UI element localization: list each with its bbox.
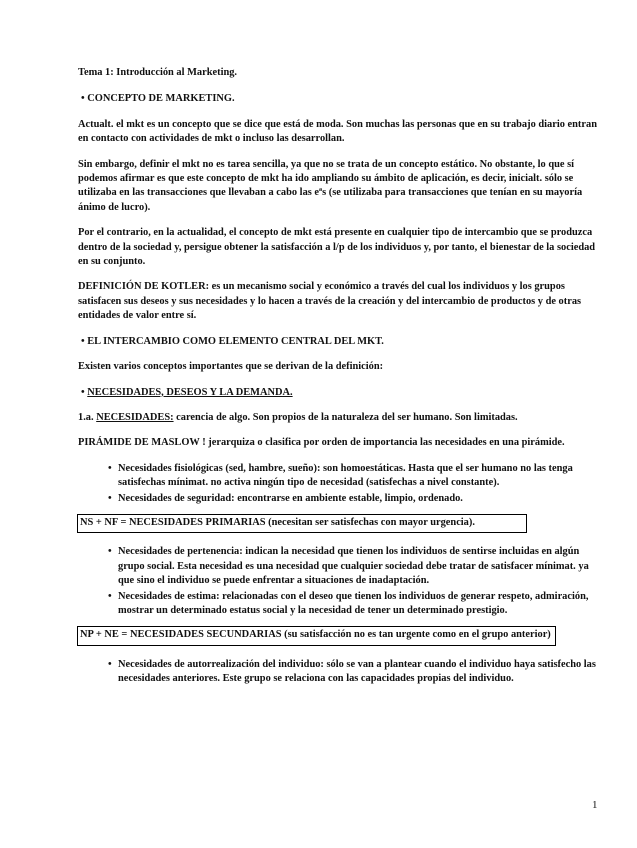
primary-needs-box: NS + NF = NECESIDADES PRIMARIAS (necesitan ser satisfechas con mayor urgencia). — [77, 514, 527, 533]
list-item: • Necesidades de estima: relacionadas con el deseo que tienen los individuos de generar respeto, admiración, mostrar un determinado estatus social y la necesidad de tener un determinado prestigio. — [118, 590, 598, 619]
necesidades-heading-text: NECESIDADES, DESEOS Y LA DEMANDA. — [87, 386, 293, 398]
document-title: Tema 1: Introducción al Marketing. — [78, 67, 238, 78]
needs-list-secondary — [78, 545, 598, 618]
section-heading-intercambio: • EL INTERCAMBIO COMO ELEMENTO CENTRAL DEL MKT. — [81, 335, 384, 347]
secondary-needs-box: NP + NE = NECESIDADES SECUNDARIAS (su satisfacción no es tan urgente como en el grupo anterior) — [77, 626, 556, 645]
needs-list-primary — [78, 462, 598, 506]
necesidades-prefix: 1.a. — [78, 411, 97, 423]
paragraph-actualmente: Actualt. el mkt es un concepto que se dice que está de moda. Son muchas las personas que en su trabajo diario entran en contacto con actividades de mkt o incluso las desarrollan. — [78, 118, 597, 145]
list-item: • Necesidades de seguridad: encontrarse en ambiente estable, limpio, ordenado. — [118, 492, 598, 506]
paragraph-kotler: DEFINICIÓN DE KOTLER: es un mecanismo social y económico a través del cual los individuos y los grupos satisfacen sus deseos y sus necesidades y lo hacen a través de la creación y del intercambio de productos y de otras entidades de valor entre sí. — [78, 281, 582, 322]
paragraph-maslow: PIRÁMIDE DE MASLOW ! jerarquiza o clasifica por orden de importancia las necesidades en una pirámide. — [78, 437, 565, 449]
section-heading-concepto: • CONCEPTO DE MARKETING. — [81, 93, 235, 105]
paragraph-por-el-contrario: Por el contrario, en la actualidad, el concepto de mkt está presente en cualquier tipo de intercambio que se produzca dentro de la sociedad y, persigue obtener la satisfacción a l/p de los individuos y, por tanto, el bienestar de la sociedad en su conjunto. — [78, 227, 596, 268]
list-item: • Necesidades de pertenencia: indican la necesidad que tienen los individuos de sentirse incluidas en algún grupo social. Esta necesidad es una necesidad que cualquier sociedad debe tratar de satisfacer mínimat. ya que sino el individuo se puede enfrentar a situaciones de inadaptación. — [118, 545, 598, 588]
paragraph-conceptos: Existen varios conceptos importantes que se derivan de la definición: — [78, 361, 384, 373]
section-heading-necesidades — [81, 386, 598, 400]
list-item: • Necesidades fisiológicas (sed, hambre, sueño): son homoestáticas. Hasta que el ser humano no las tenga satisfechas mínimat. no activa ningún tipo de necesidad (satisfechas a nivel constante). — [118, 462, 598, 491]
list-item: • Necesidades de autorrealización del individuo: sólo se van a plantear cuando el individuo haya satisfecho las necesidades anteriores. Este grupo se relaciona con las capacidades propias del individuo. — [118, 658, 598, 687]
paragraph-necesidades-def — [78, 411, 598, 425]
page-number: 1 — [592, 799, 598, 811]
needs-list-selfrealization — [78, 658, 598, 687]
necesidades-label: NECESIDADES: — [96, 411, 174, 423]
document-page — [78, 66, 598, 695]
paragraph-sin-embargo: Sin embargo, definir el mkt no es tarea sencilla, ya que no se trata de un concepto estático. No obstante, lo que sí podemos afirmar es que este concepto de mkt ha ido ampliando su ámbito de aplicación, es decir, inicialt. sólo se utilizaba en las transacciones que llevaban a cabo las eªs (se utilizaba para transacciones que tenían en su mayoría ánimo de lucro). — [78, 158, 583, 213]
bullet-marker: • — [81, 386, 88, 398]
necesidades-text: carencia de algo. Son propios de la naturaleza del ser humano. Son limitadas. — [173, 411, 518, 423]
